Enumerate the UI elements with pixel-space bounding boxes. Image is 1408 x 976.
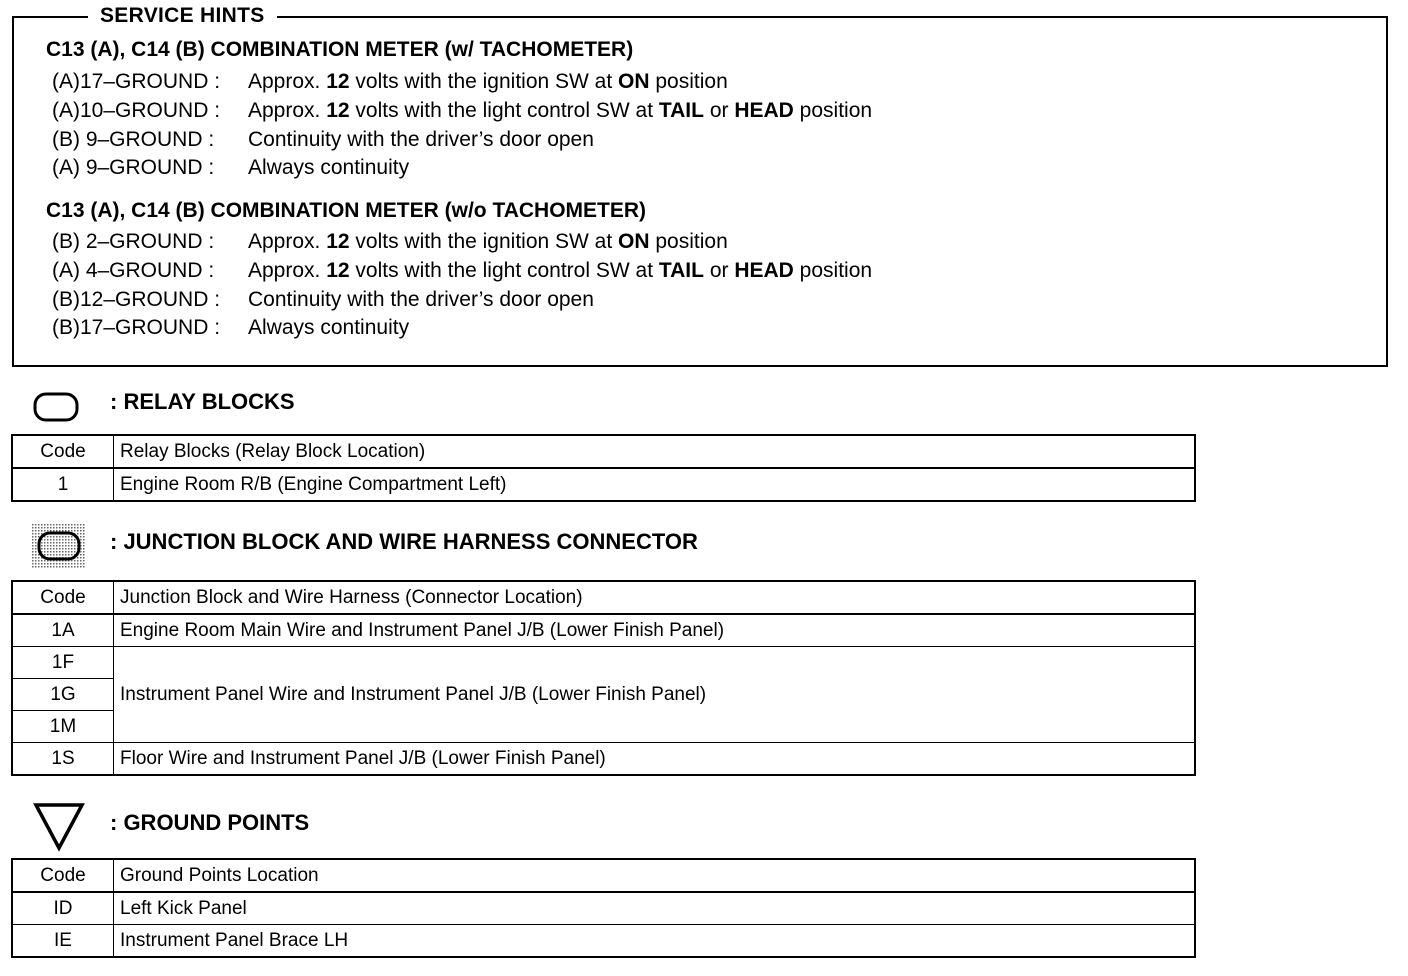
- hint-line: (B)17–GROUND : Always continuity: [52, 316, 410, 339]
- location-cell: Floor Wire and Instrument Panel J/B (Lower Finish Panel): [114, 743, 1196, 776]
- junction-block-table: [11, 580, 1196, 776]
- hint-line: (B) 2–GROUND : Approx. 12 volts with the ignition SW at ON position: [52, 230, 728, 253]
- code-cell: 1A: [12, 614, 114, 647]
- hint-line: (A)10–GROUND : Approx. 12 volts with the light control SW at TAIL or HEAD position: [52, 99, 873, 122]
- location-cell: Instrument Panel Wire and Instrument Panel J/B (Lower Finish Panel): [114, 647, 1196, 743]
- code-cell: 1S: [12, 743, 114, 776]
- table-row: [12, 647, 1195, 679]
- service-hints-title: SERVICE HINTS: [88, 4, 277, 28]
- code-header: Code: [12, 435, 114, 468]
- code-cell: 1: [12, 468, 114, 501]
- shaded-rounded-rectangle-icon: [32, 524, 86, 568]
- location-cell: Left Kick Panel: [114, 892, 1196, 925]
- hint-line: (A) 4–GROUND : Approx. 12 volts with the light control SW at TAIL or HEAD position: [52, 259, 873, 282]
- table-row: [12, 743, 1195, 776]
- code-cell: IE: [12, 925, 114, 958]
- ground-triangle-icon: [33, 802, 85, 852]
- ground-points-table: [11, 858, 1196, 958]
- hint-line: (B) 9–GROUND : Continuity with the driver’s door open: [52, 128, 594, 151]
- hint-line: (A) 9–GROUND : Always continuity: [52, 156, 410, 179]
- code-cell: 1G: [12, 679, 114, 711]
- relay-blocks-table: [11, 434, 1196, 502]
- table-header-row: [12, 581, 1195, 614]
- code-header: Code: [12, 859, 114, 892]
- hint-group-title-w-tach: C13 (A), C14 (B) COMBINATION METER (w/ TACHOMETER): [46, 38, 634, 61]
- hint-group-title-wo-tach: C13 (A), C14 (B) COMBINATION METER (w/o TACHOMETER): [46, 199, 647, 222]
- junction-block-heading: : JUNCTION BLOCK AND WIRE HARNESS CONNECTOR: [110, 529, 698, 554]
- hint-line: (B)12–GROUND : Continuity with the driver’s door open: [52, 288, 594, 311]
- location-cell: Instrument Panel Brace LH: [114, 925, 1196, 958]
- code-header: Code: [12, 581, 114, 614]
- location-header: Ground Points Location: [114, 859, 1196, 892]
- table-row: [12, 925, 1195, 958]
- code-cell: ID: [12, 892, 114, 925]
- location-cell: Engine Room R/B (Engine Compartment Left): [114, 468, 1196, 501]
- location-header: Junction Block and Wire Harness (Connector Location): [114, 581, 1196, 614]
- code-cell: 1F: [12, 647, 114, 679]
- location-header: Relay Blocks (Relay Block Location): [114, 435, 1196, 468]
- table-row: [12, 468, 1195, 501]
- rounded-rectangle-icon: [33, 392, 79, 422]
- table-row: [12, 614, 1195, 647]
- table-header-row: [12, 435, 1195, 468]
- code-cell: 1M: [12, 711, 114, 743]
- table-header-row: [12, 859, 1195, 892]
- hint-line: (A)17–GROUND : Approx. 12 volts with the ignition SW at ON position: [52, 70, 728, 93]
- location-cell: Engine Room Main Wire and Instrument Panel J/B (Lower Finish Panel): [114, 614, 1196, 647]
- relay-blocks-heading: : RELAY BLOCKS: [110, 389, 295, 414]
- ground-points-heading: : GROUND POINTS: [110, 810, 310, 835]
- table-row: [12, 892, 1195, 925]
